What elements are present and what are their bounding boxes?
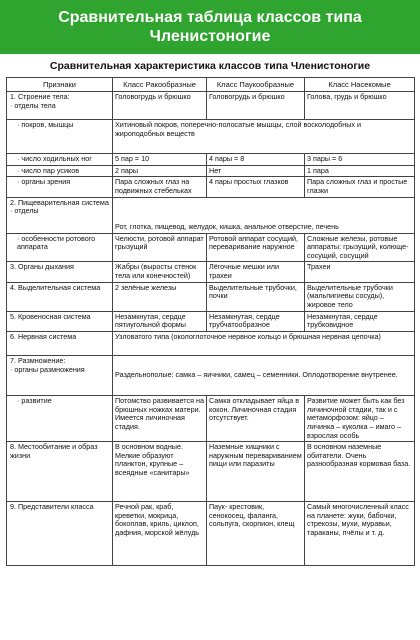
insect-cell: Самый многочисленный класс на планете: жуки, бабочки, стрекозы, мухи, муравьи, тараканы, пчёлы и т. д. [305,502,415,566]
sign-cell: · число пар усиков [7,165,113,177]
table-row [7,120,415,154]
common-cell: Рот, глотка, пищевод, желудок, кишка, анальное отверстие, печень [113,197,415,233]
crustacean-cell: Челюсти, ротовой аппарат грызущий [113,233,207,262]
arachnid-cell: 4 пары простых глазков [207,177,305,197]
table-row [7,502,415,566]
sign-cell: · развитие [7,395,113,441]
sign-cell: 2. Пищеварительная система · отделы [7,197,113,233]
crustacean-cell: Головогрудь и брюшко [113,92,207,120]
header-cell: Класс Паукообразные [207,78,305,92]
document-sheet [0,60,420,566]
table-row [7,233,415,262]
common-cell: Раздельнополые: самка – яичники, самец – семенники. Оплодотворение внутренее. [113,355,415,395]
arachnid-cell: Выделительные трубочки, почки [207,282,305,311]
sign-cell: 5. Кровеносная система [7,311,113,331]
crustacean-cell: Потомство развивается на брюшных ножках матери. Имеется личиночная стадия. [113,395,207,441]
insect-cell: Выделительные трубочки (мальпигиевы сосуды), жировое тело [305,282,415,311]
sign-cell: 6. Нервная система [7,331,113,355]
arachnid-cell: 4 пары = 8 [207,154,305,166]
table-row [7,262,415,282]
table-row [7,92,415,120]
common-cell: Узловатого типа (окологлоточное нервное кольцо и брюшная нервная цепочка) [113,331,415,355]
sign-cell: · число ходильных ног [7,154,113,166]
arachnid-cell: Нет [207,165,305,177]
arachnid-cell: Незамкнутая, сердце трубчатообразное [207,311,305,331]
table-row [7,177,415,197]
crustacean-cell: В основном водные. Мелкие образуют планктон, крупные – всеядные «санитары» [113,442,207,502]
insect-cell: Голова, грудь и брюшко [305,92,415,120]
crustacean-cell: Речной рак, краб, креветки, мокрица, бокоплав, криль, циклоп, дафния, морской жёлудь [113,502,207,566]
insect-cell: Сложные железы, ротовые аппараты: грызущий, колюще-сосущий, сосущий [305,233,415,262]
crustacean-cell: Незамкнутая, сердце пятиугольной формы [113,311,207,331]
table-row [7,395,415,441]
table-row [7,165,415,177]
banner-title-line2: Членистоногие [149,28,271,45]
insect-cell: 1 пара [305,165,415,177]
crustacean-cell: Жабры (выросты стенок тела или конечностей) [113,262,207,282]
table-row [7,442,415,502]
sign-cell: 4. Выделительная система [7,282,113,311]
insect-cell: Развитие может быть как без личиночной стадии, так и с метаморфозом: яйцо – личинка – куколка – имаго – взрослая особь [305,395,415,441]
insect-cell: 3 пары = 6 [305,154,415,166]
sign-cell: 7. Размножение: · органы размножения [7,355,113,395]
table-row [7,355,415,395]
table-row [7,282,415,311]
insect-cell: Незамкнутая, сердце трубковидное [305,311,415,331]
arachnid-cell: Лёгочные мешки или трахеи [207,262,305,282]
table-row [7,311,415,331]
insect-cell: Пара сложных глаз и простые глазки [305,177,415,197]
arachnid-cell: Паук- крестовик, сенокосец, фаланга, сольпуга, скорпион, клещ [207,502,305,566]
crustacean-cell: 5 пар = 10 [113,154,207,166]
insect-cell: Трахеи [305,262,415,282]
sign-cell: 3. Органы дыхания [7,262,113,282]
crustacean-cell: 2 зелёные железы [113,282,207,311]
sign-cell: 8. Местообитание и образ жизни [7,442,113,502]
sign-cell: · органы зрения [7,177,113,197]
header-cell: Класс Насекомые [305,78,415,92]
crustacean-cell: 2 пары [113,165,207,177]
banner-title-line1: Сравнительная таблица классов типа [58,9,362,26]
document-title: Сравнительная характеристика классов типа Членистоногие [49,60,371,72]
header-cell: Класс Ракообразные [113,78,207,92]
arachnid-cell: Самка откладывает яйца в кокон. Личиночная стадия отсутствует. [207,395,305,441]
header-cell: Признаки [7,78,113,92]
table-row [7,197,415,233]
page-banner [0,0,420,54]
arachnid-cell: Ротовой аппарат сосущий, переваривание наружное [207,233,305,262]
sign-cell: · покров, мышцы [7,120,113,154]
table-row [7,154,415,166]
arachnid-cell: Наземные хищники с наружным перевариванием пищи или паразиты [207,442,305,502]
comparison-table [6,77,415,566]
sign-cell: · особенности ротового аппарата [7,233,113,262]
crustacean-cell: Пара сложных глаз на подвижных стебельках [113,177,207,197]
common-cell: Хитиновый покров, поперечно-полосатые мышцы, слой восколодобных и жироподобных веществ [113,120,415,154]
sign-cell: 9. Представители класса [7,502,113,566]
table-row [7,331,415,355]
arachnid-cell: Головогрудь и брюшко [207,92,305,120]
table-header-row [7,78,415,92]
insect-cell: В основном наземные обитатели. Очень разнообразная кормовая база. [305,442,415,502]
sign-cell: 1. Строение тела: · отделы тела [7,92,113,120]
